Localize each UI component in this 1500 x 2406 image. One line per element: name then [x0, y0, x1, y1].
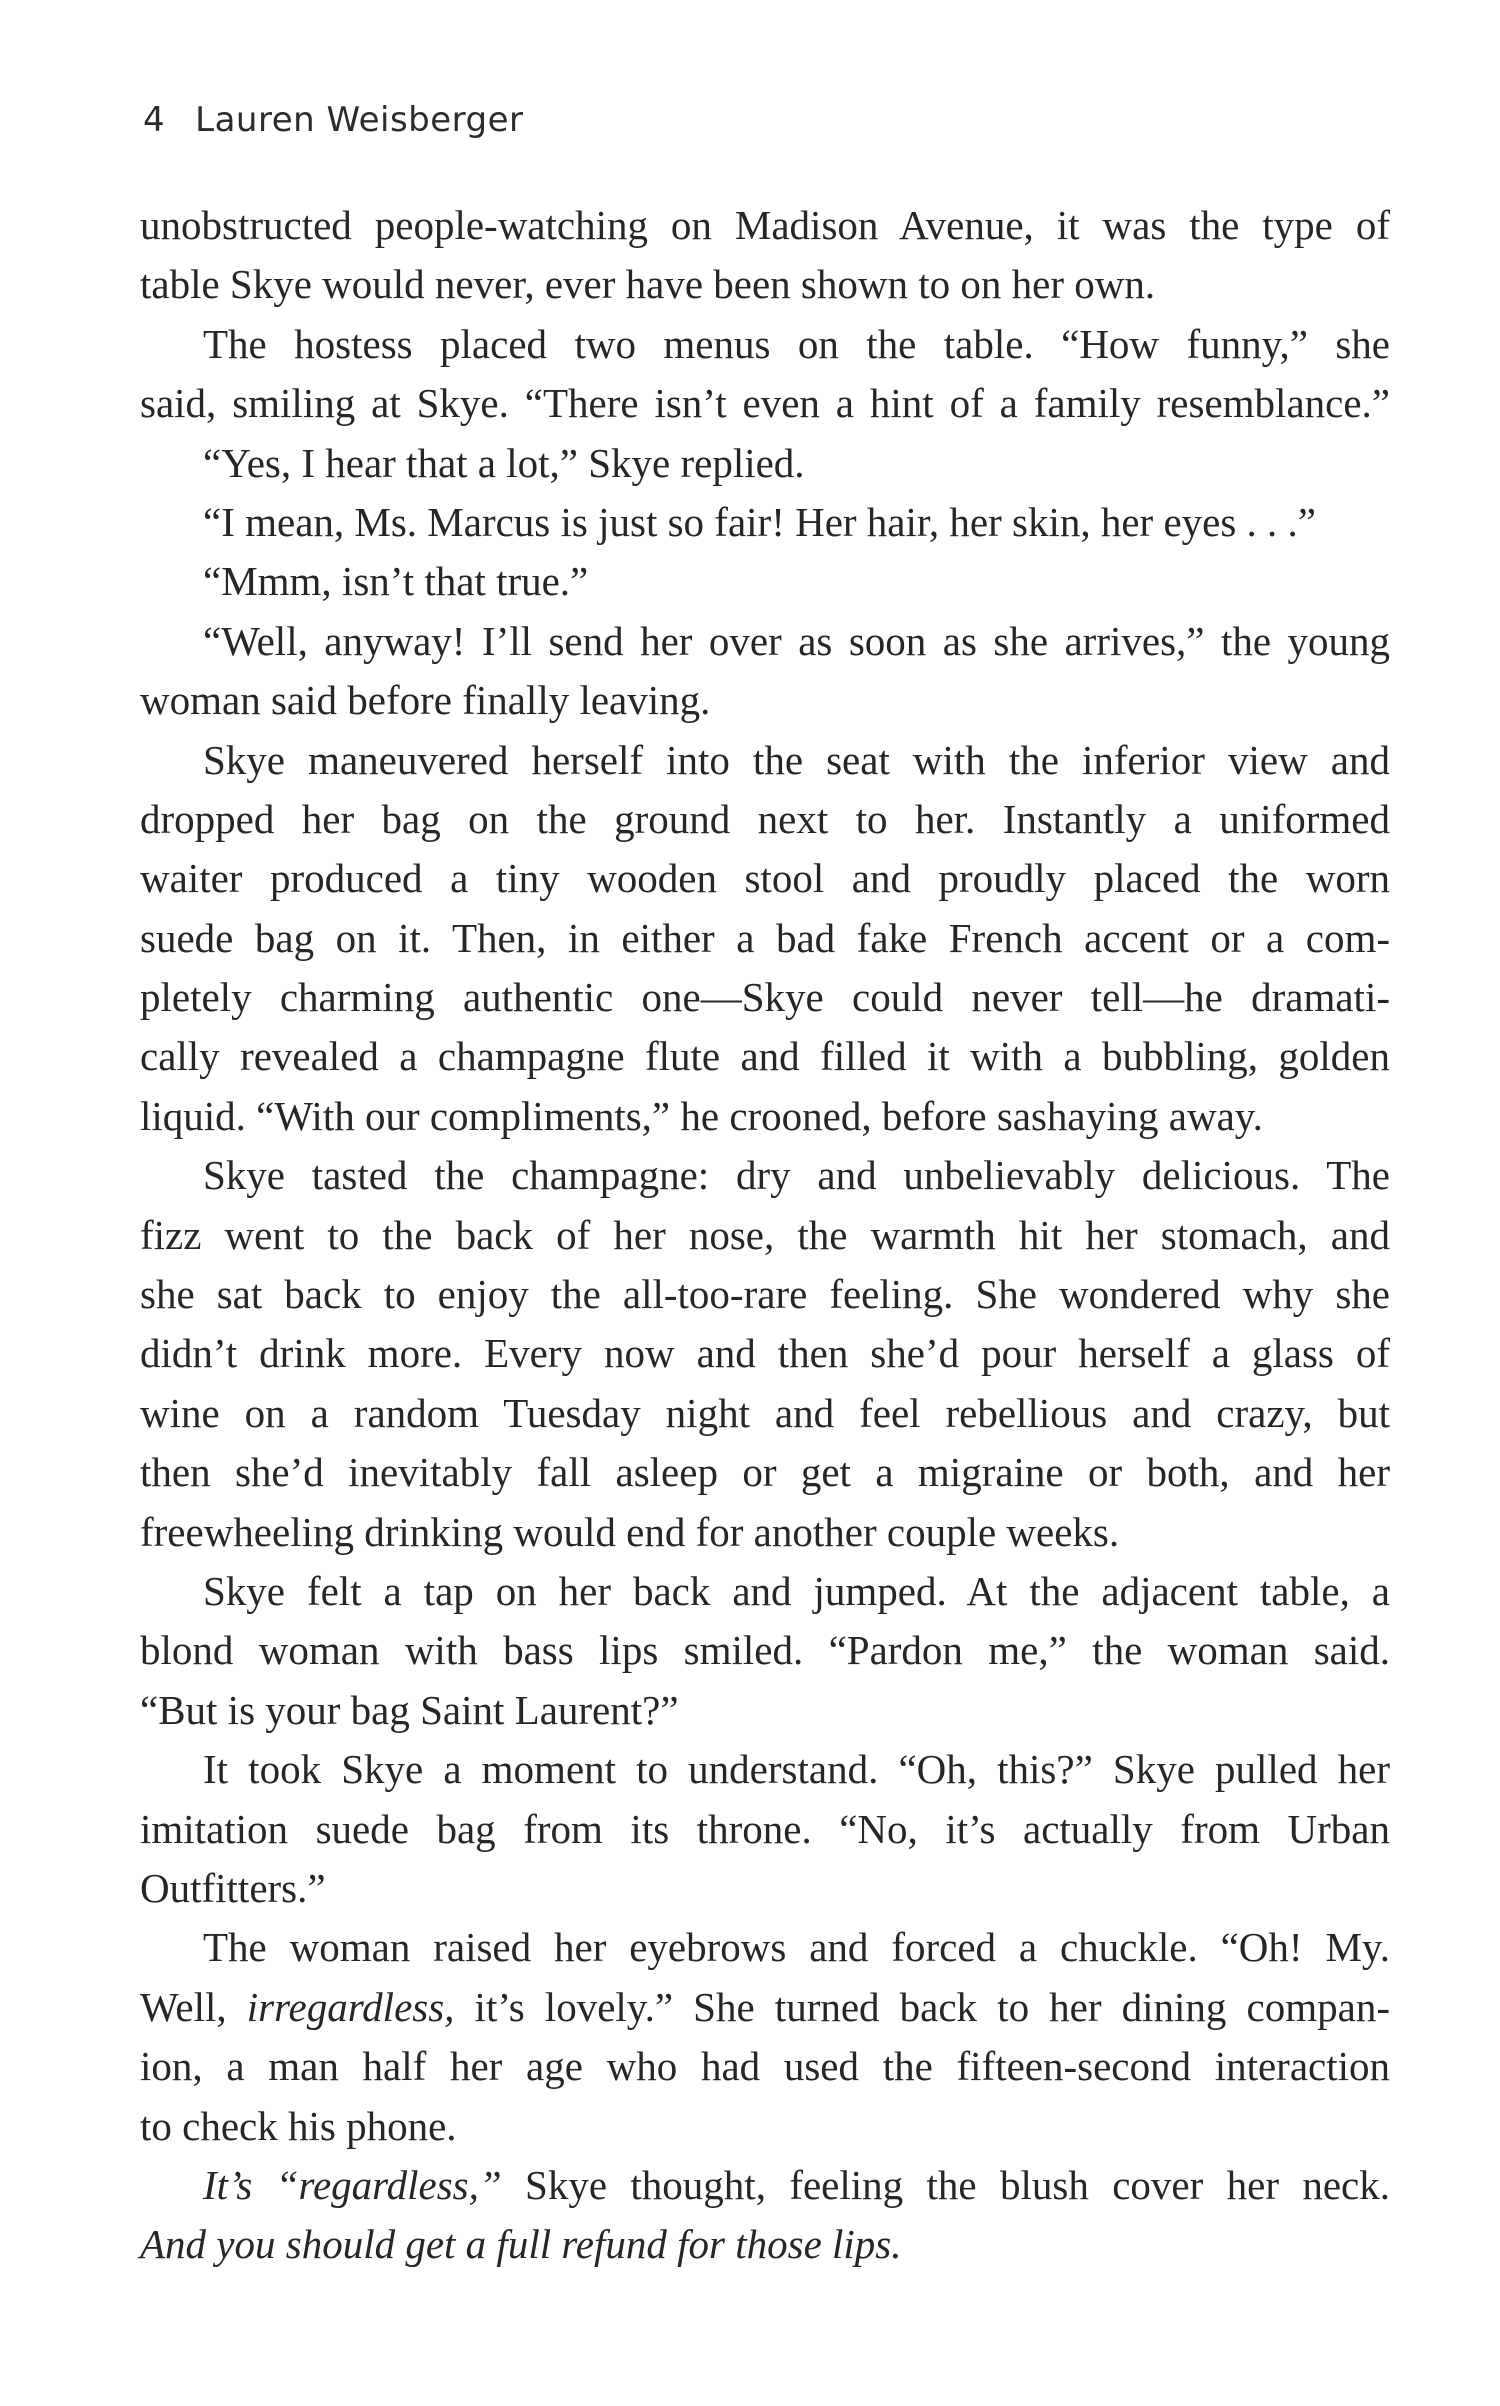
text-line: wine on a random Tuesday night and feel rebellious and crazy, but: [140, 1389, 1390, 1436]
text-line: fizz went to the back of her nose, the warmth hit her stomach, and: [140, 1211, 1390, 1258]
text-line: “But is your bag Saint Laurent?”: [140, 1686, 679, 1733]
text-line: freewheeling drinking would end for another couple weeks.: [140, 1508, 1120, 1555]
text-line: Skye maneuvered herself into the seat with the inferior view and: [203, 736, 1390, 783]
italic-run: It’s “regardless,”: [203, 2161, 502, 2208]
text-line: “I mean, Ms. Marcus is just so fair! Her hair, her skin, her eyes . . .”: [203, 498, 1317, 545]
text-line: It took Skye a moment to understand. “Oh, this?” Skye pulled her: [203, 1746, 1390, 1793]
text-line: “Well, anyway! I’ll send her over as soon as she arrives,” the young: [203, 617, 1390, 664]
text-line: she sat back to enjoy the all-too-rare feeling. She wondered why she: [140, 1271, 1390, 1318]
running-head-author: Lauren Weisberger: [195, 100, 524, 140]
text-line-mixed: [140, 2156, 1390, 2215]
text-line: table Skye would never, ever have been shown to on her own.: [140, 261, 1156, 308]
text-line: woman said before finally leaving.: [140, 677, 711, 724]
body-text: [140, 196, 1390, 2275]
text-line: And you should get a full refund for those lips.: [140, 2221, 902, 2268]
text-line: said, smiling at Skye. “There isn’t even a hint of a family resemblance.”: [140, 380, 1390, 427]
text-line: unobstructed people-watching on Madison Avenue, it was the type of: [140, 202, 1390, 248]
text-line: to check his phone.: [140, 2102, 457, 2149]
text-line: ion, a man half her age who had used the fifteen-second interaction: [140, 2043, 1390, 2090]
text-line: didn’t drink more. Every now and then she’d pour herself a glass of: [140, 1330, 1390, 1377]
text-line: dropped her bag on the ground next to her. Instantly a uniformed: [140, 795, 1390, 842]
text-line: “Mmm, isn’t that true.”: [203, 558, 589, 605]
text-run: Well,: [140, 1983, 247, 2030]
text-line-mixed: [140, 1978, 1390, 2037]
text-line: pletely charming authentic one—Skye could never tell—he dramati-: [140, 974, 1390, 1021]
text-line: imitation suede bag from its throne. “No, it’s actually from Urban: [140, 1805, 1390, 1852]
text-line: “Yes, I hear that a lot,” Skye replied.: [203, 439, 805, 486]
text-line: suede bag on it. Then, in either a bad fake French accent or a com-: [140, 914, 1390, 961]
text-line: The hostess placed two menus on the table. “How funny,” she: [203, 320, 1390, 367]
italic-run: irregardless,: [246, 1983, 455, 2030]
text-line: cally revealed a champagne flute and filled it with a bubbling, golden: [140, 1033, 1390, 1080]
text-line: blond woman with bass lips smiled. “Pardon me,” the woman said.: [140, 1627, 1390, 1674]
text-line: Skye felt a tap on her back and jumped. At the adjacent table, a: [203, 1567, 1390, 1614]
text-line: The woman raised her eyebrows and forced a chuckle. “Oh! My.: [203, 1924, 1390, 1971]
text-run: it’s lovely.” She turned back to her dining compan-: [454, 1983, 1390, 2030]
text-line: then she’d inevitably fall asleep or get a migraine or both, and her: [140, 1449, 1390, 1496]
text-line: Outfitters.”: [140, 1864, 326, 1911]
running-head: [143, 100, 524, 140]
text-line: Skye tasted the champagne: dry and unbelievably delicious. The: [203, 1152, 1390, 1199]
page-number: 4: [143, 100, 166, 140]
text-line: waiter produced a tiny wooden stool and proudly placed the worn: [140, 855, 1390, 902]
text-run: Skye thought, feeling the blush cover her neck.: [501, 2161, 1390, 2208]
text-line: liquid. “With our compliments,” he crooned, before sashaying away.: [140, 1092, 1263, 1139]
